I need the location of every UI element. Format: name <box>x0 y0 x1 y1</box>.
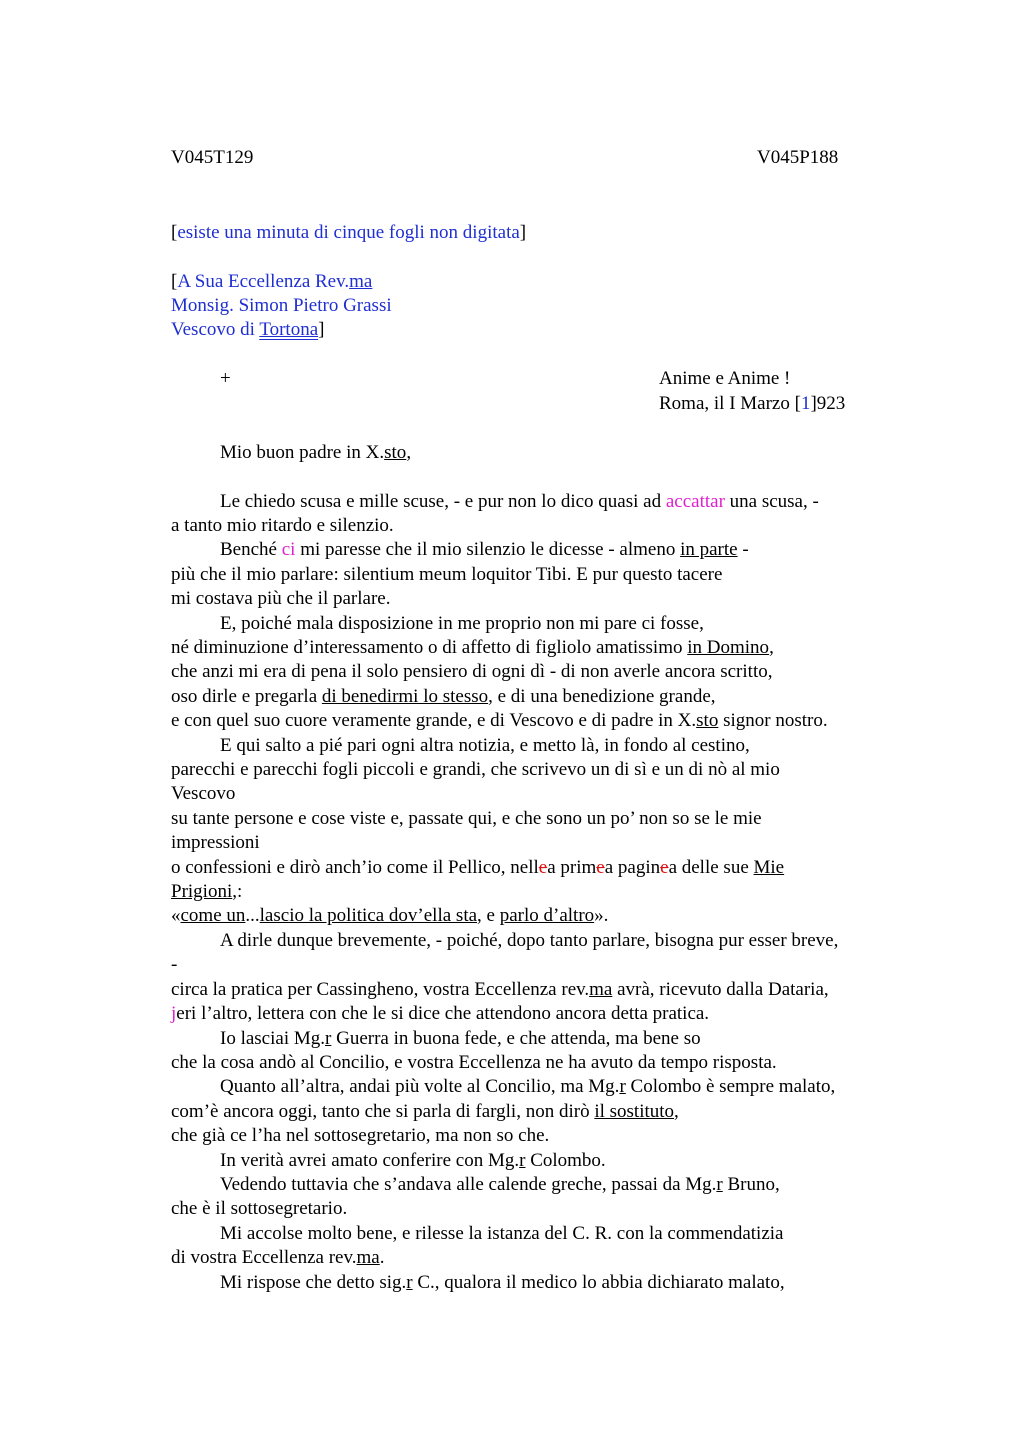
body-line: «come un...lascio la politica dov’ella sta, e parlo d’altro». <box>171 905 609 926</box>
body-line: - <box>171 954 178 975</box>
body-line: Mi rispose che detto sig.r C., qualora il medico lo abbia dichiarato malato, <box>220 1272 785 1293</box>
body-line: Vedendo tuttavia che s’andava alle calende greche, passai da Mg.r Bruno, <box>220 1174 780 1195</box>
body-line: impressioni <box>171 832 260 853</box>
body-line: Io lasciai Mg.r Guerra in buona fede, e che attenda, ma bene so <box>220 1028 701 1049</box>
body-line: mi costava più che il parlare. <box>171 588 391 609</box>
body-line: jeri l’altro, lettera con che le si dice che attendono ancora detta pratica. <box>171 1003 710 1024</box>
body-line: su tante persone e cose viste e, passate qui, e che sono un po’ non so se le mie <box>171 808 762 829</box>
address-line-2: Monsig. Simon Pietro Grassi <box>171 295 392 316</box>
doc-code-right: V045P188 <box>757 147 839 168</box>
body-line: A dirle dunque brevemente, - poiché, dopo tanto parlare, bisogna pur esser breve, <box>220 930 839 951</box>
editor-note: [esiste una minuta di cinque fogli non digitata] <box>171 222 527 243</box>
body-line: Le chiedo scusa e mille scuse, - e pur non lo dico quasi ad accattar una scusa, - <box>220 491 819 512</box>
body-line: Benché ci mi paresse che il mio silenzio le dicesse - almeno in parte - <box>220 539 749 560</box>
dateline: Roma, il I Marzo [1]923 <box>659 393 846 414</box>
body-line: In verità avrei amato conferire con Mg.r Colombo. <box>220 1150 606 1171</box>
cross-mark: + <box>220 368 231 389</box>
body-line: che già ce l’ha nel sottosegretario, ma non so che. <box>171 1125 550 1146</box>
body-line: com’è ancora oggi, tanto che si parla di fargli, non dirò il sostituto, <box>171 1101 679 1122</box>
body-line: Quanto all’altra, andai più volte al Concilio, ma Mg.r Colombo è sempre malato, <box>220 1076 836 1097</box>
salutation: Mio buon padre in X.sto, <box>220 442 412 463</box>
body-line: parecchi e parecchi fogli piccoli e grandi, che scrivevo un di sì e un di nò al mio <box>171 759 780 780</box>
motto: Anime e Anime ! <box>659 368 791 389</box>
body-line: né diminuzione d’interessamento o di affetto di figliolo amatissimo in Domino, <box>171 637 774 658</box>
body-line: E qui salto a pié pari ogni altra notizia, e metto là, in fondo al cestino, <box>220 735 750 756</box>
body-line: circa la pratica per Cassingheno, vostra Eccellenza rev.ma avrà, ricevuto dalla Dataria, <box>171 979 829 1000</box>
body-line: e con quel suo cuore veramente grande, e di Vescovo e di padre in X.sto signor nostro. <box>171 710 828 731</box>
address-line-3: Vescovo di Tortona] <box>171 319 325 340</box>
body-line: o confessioni e dirò anch’io come il Pellico, nellea primea paginea delle sue Mie <box>171 857 785 878</box>
body-line: Mi accolse molto bene, e rilesse la istanza del C. R. con la commendatizia <box>220 1223 784 1244</box>
body-line: di vostra Eccellenza rev.ma. <box>171 1247 385 1268</box>
body-line: che è il sottosegretario. <box>171 1198 348 1219</box>
body-line: Vescovo <box>171 783 236 804</box>
address-line-1: [A Sua Eccellenza Rev.ma <box>171 271 373 292</box>
body-line: E, poiché mala disposizione in me proprio non mi pare ci fosse, <box>220 613 704 634</box>
body-line: che la cosa andò al Concilio, e vostra Eccellenza ne ha avuto da tempo risposta. <box>171 1052 777 1073</box>
body-line: Prigioni,: <box>171 881 243 902</box>
body-line: oso dirle e pregarla di benedirmi lo stesso, e di una benedizione grande, <box>171 686 716 707</box>
body-line: che anzi mi era di pena il solo pensiero di ogni dì - di non averle ancora scritto, <box>171 661 773 682</box>
doc-code-left: V045T129 <box>171 147 254 168</box>
body-line: a tanto mio ritardo e silenzio. <box>171 515 394 536</box>
body-line: più che il mio parlare: silentium meum loquitor Tibi. E pur questo tacere <box>171 564 723 585</box>
